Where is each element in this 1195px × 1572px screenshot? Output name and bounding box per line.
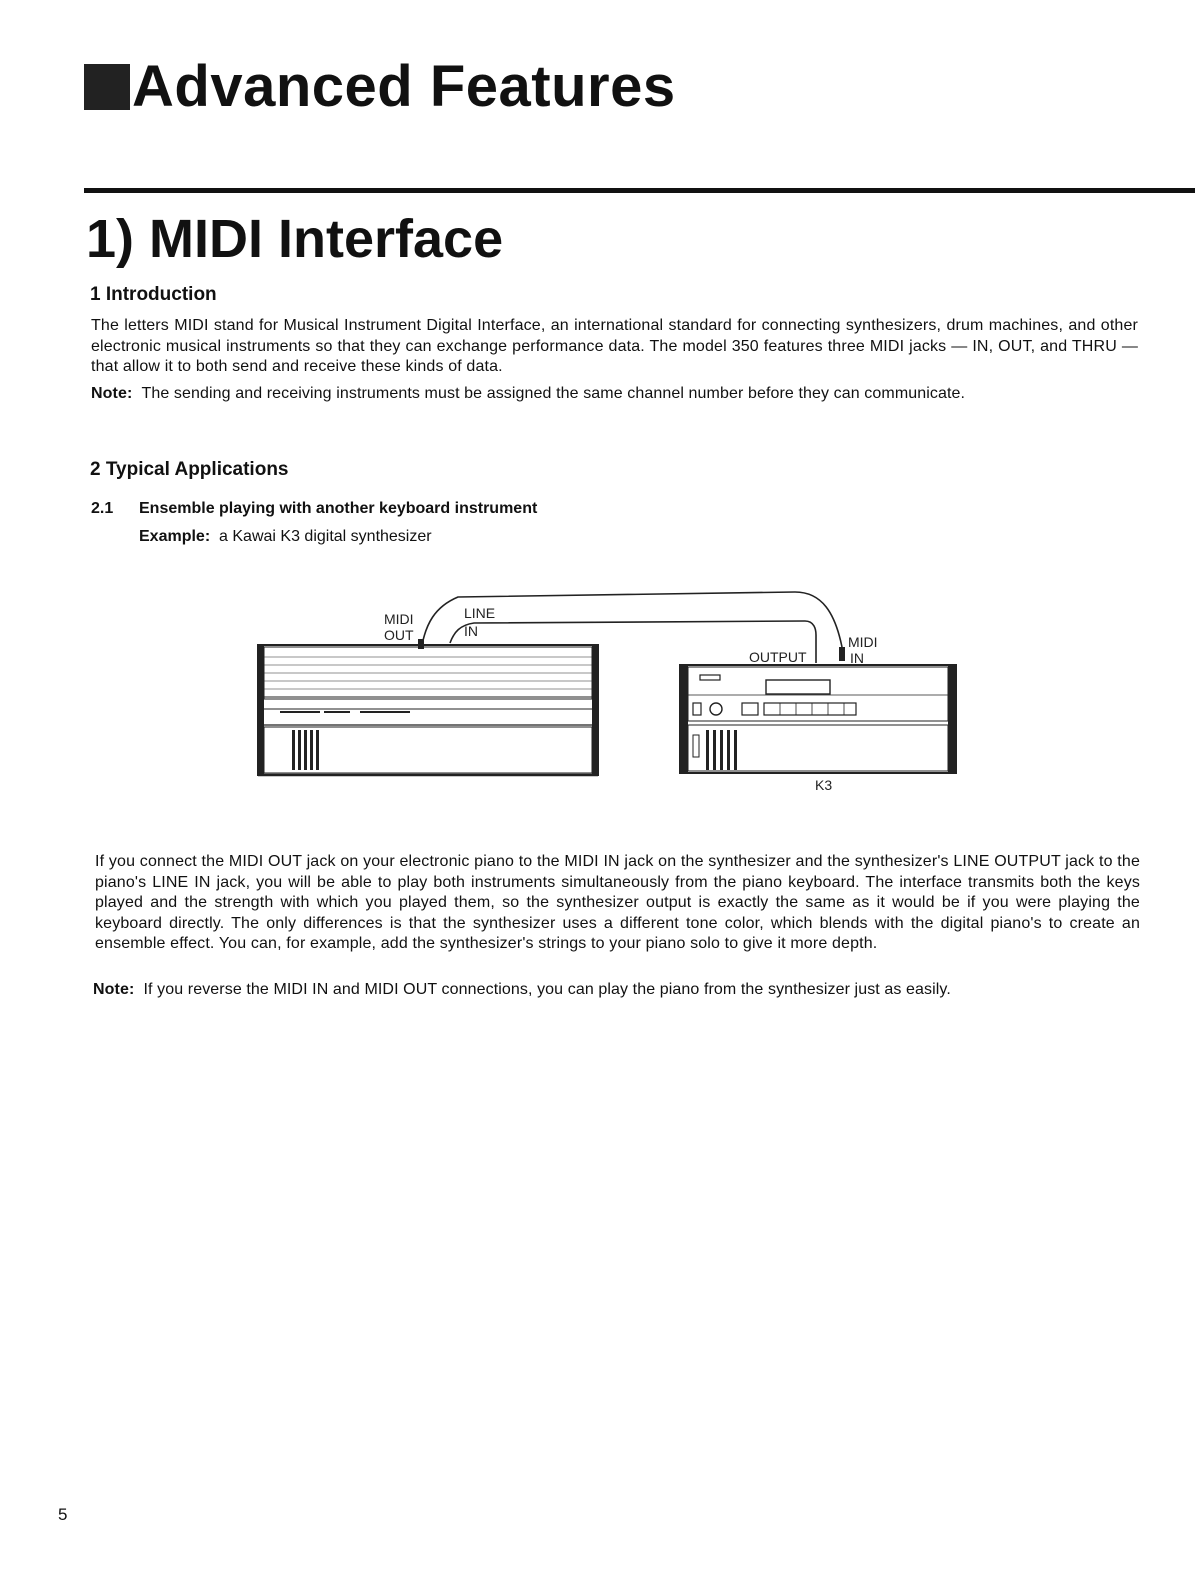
synth-name-label: K3 bbox=[815, 777, 833, 793]
piano-out-label: OUT bbox=[384, 627, 414, 643]
synth-midi-label: MIDI bbox=[848, 634, 878, 650]
note-text: If you reverse the MIDI IN and MIDI OUT connections, you can play the piano from the synthesizer just as easily. bbox=[143, 981, 951, 998]
section-title: 1) MIDI Interface bbox=[86, 209, 504, 269]
synth-output-label: OUTPUT bbox=[749, 649, 807, 665]
subsection-title: Ensemble playing with another keyboard instrument bbox=[139, 500, 538, 517]
introduction-paragraph: The letters MIDI stand for Musical Instrument Digital Interface, an international standard for connecting synthesizers, drum machines, and other electronic musical instruments so that they can exchange performance data. The model 350 features three MIDI jacks — IN, OUT, and THRU — that allow it to both send and receive these kinds of data. bbox=[91, 317, 1138, 375]
introduction-heading: 1 Introduction bbox=[90, 284, 217, 305]
section-divider bbox=[84, 188, 1195, 193]
main-title bbox=[84, 52, 676, 122]
applications-note bbox=[93, 980, 951, 1000]
subsection-number: 2.1 bbox=[91, 500, 114, 517]
example-line bbox=[139, 528, 432, 546]
note-text: The sending and receiving instruments must be assigned the same channel number before they can communicate. bbox=[141, 385, 966, 402]
piano-body bbox=[258, 645, 598, 775]
applications-heading: 2 Typical Applications bbox=[90, 459, 289, 480]
main-title-text: Advanced Features bbox=[132, 54, 676, 119]
piano-in-label: IN bbox=[464, 623, 478, 639]
midi-connection-diagram bbox=[250, 585, 970, 800]
title-square-icon bbox=[84, 64, 130, 110]
note-label: Note: bbox=[93, 981, 135, 998]
piano-midi-label: MIDI bbox=[384, 611, 414, 627]
example-text: a Kawai K3 digital synthesizer bbox=[219, 528, 432, 545]
applications-paragraph: If you connect the MIDI OUT jack on your electronic piano to the MIDI IN jack on the synthesizer and the synthesizer's LINE OUTPUT jack to the piano's LINE IN jack, you will be able to play both instruments simultaneously from the piano keyboard. The interface transmits both the keys played and the strength with which you played them, so the synthesizer output is exactly the same as it would be if you were playing the keyboard directly. The only differences is that the synthesizer uses a different tone color, which blends with the digital piano's to create an ensemble effect. You can, for example, add the synthesizer's strings to your piano solo to give it more depth. bbox=[95, 853, 1140, 952]
synth-in-label: IN bbox=[850, 650, 864, 666]
note-label: Note: bbox=[91, 385, 133, 402]
introduction-note bbox=[91, 384, 965, 404]
example-label: Example: bbox=[139, 528, 211, 545]
piano-line-label: LINE bbox=[464, 605, 496, 621]
page-number: 5 bbox=[58, 1505, 68, 1524]
